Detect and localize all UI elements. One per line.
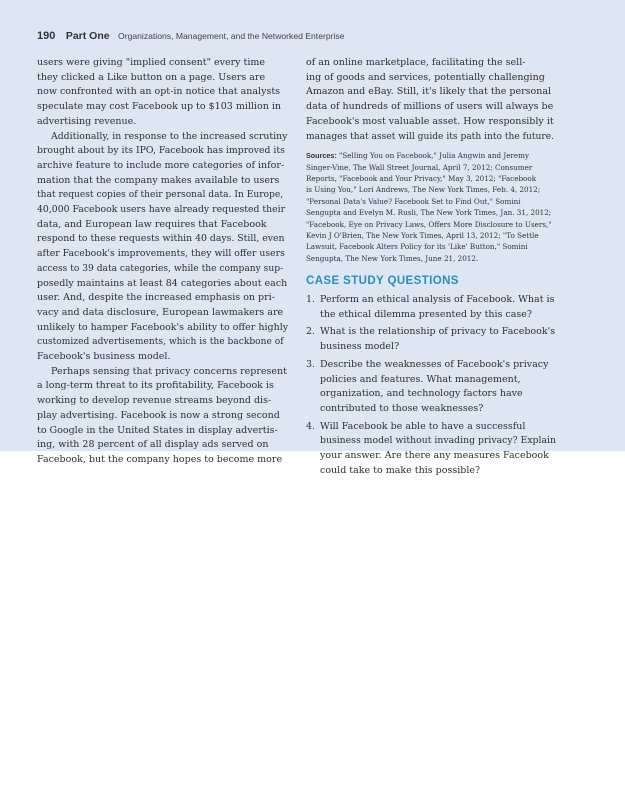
case-study-question-4 <box>306 420 557 479</box>
body-line: that request copies of their personal data. In Europe, <box>37 190 284 201</box>
body-line: unlikely to hamper Facebook's ability to offer highly <box>37 321 289 333</box>
body-line: access to 39 data categories, while the company sup- <box>37 263 284 274</box>
body-line: working to develop revenue streams beyond dis- <box>37 395 272 407</box>
body-line: now confronted with an opt-in notice that analysts <box>37 86 281 98</box>
left-text-column <box>37 56 287 468</box>
body-line: Facebook, but the company hopes to become more <box>37 453 283 465</box>
question-line: contributed to those weaknesses? <box>320 402 484 414</box>
source-line: Lawsuit, Facebook Alters Policy for its 'Like' Button," Somini <box>306 242 528 252</box>
body-line: respond to these requests within 40 days. Still, even <box>37 233 285 245</box>
source-line: Singer-Vine, The Wall Street Journal, April 7, 2012; Consumer <box>306 162 533 172</box>
case-study-heading: CASE STUDY QUESTIONS <box>306 275 459 288</box>
page-number: 190 <box>37 30 56 42</box>
body-line: Facebook's most valuable asset. How responsibly it <box>306 115 554 127</box>
body-line: data of hundreds of millions of users will always be <box>306 101 554 113</box>
part-label: Part One <box>65 30 110 42</box>
source-line: "Personal Data's Value? Facebook Set to Find Out," Somini <box>306 196 521 206</box>
question-line: business model without invading privacy? Explain <box>320 435 556 447</box>
source-line: Kevin J O'Brien, The New York Times, April 13, 2012; "To Settle <box>306 231 539 241</box>
right-text-column <box>306 56 557 478</box>
question-line: Will Facebook be able to have a successful <box>320 420 526 432</box>
source-line: "Selling You on Facebook," Julia Angwin and Jeremy <box>336 151 530 161</box>
body-line: user. And, despite the increased emphasis on pri- <box>37 292 275 304</box>
body-line: ing, with 28 percent of all display ads served on <box>37 439 269 451</box>
body-line: archive feature to include more categories of infor- <box>37 159 285 171</box>
source-line: Reports, "Facebook and Your Privacy," May 3, 2012; "Facebook <box>306 174 537 184</box>
source-line: Sengupta, The New York Times, June 21, 2012. <box>306 253 479 263</box>
question-number: 3. <box>306 358 316 370</box>
sources-label: Sources: <box>306 151 337 161</box>
body-line: Amazon and eBay. Still, it's likely that the personal <box>306 86 552 98</box>
body-line: 40,000 Facebook users have already requested their <box>37 204 286 216</box>
case-study-question-3 <box>306 358 557 417</box>
case-study-question-2 <box>306 325 557 354</box>
source-line: is Using You," Lori Andrews, The New York Times, Feb. 4, 2012; <box>306 185 541 195</box>
body-line: manages that asset will guide its path into the future. <box>306 131 555 142</box>
body-line: they clicked a Like button on a page. Users are <box>37 71 266 83</box>
body-line: mation that the company makes available to users <box>37 174 280 186</box>
question-number: 1. <box>306 293 316 305</box>
case-study-question-1 <box>306 293 557 322</box>
source-line: "Facebook, Eye on Privacy Laws, Offers More Disclosure to Users," <box>306 219 552 229</box>
body-line: customized advertisements, which is the backbone of <box>37 337 284 348</box>
sources-block <box>306 150 557 264</box>
body-line: users were giving "implied consent" every time <box>37 57 266 68</box>
body-line: ing of goods and services, potentially challenging <box>306 71 545 83</box>
body-line: brought about by its IPO, Facebook has improved its <box>37 145 285 157</box>
question-line: could take to make this possible? <box>320 464 481 476</box>
body-line: speculate may cost Facebook up to $103 million in <box>37 101 281 113</box>
body-line: advertising revenue. <box>37 115 137 127</box>
question-line: policies and features. What management, <box>320 373 521 385</box>
question-line: business model? <box>320 341 400 353</box>
body-line: posedly maintains at least 84 categories about each <box>37 277 288 289</box>
question-line: the ethical dilemma presented by this case? <box>320 308 533 320</box>
body-line: vacy and data disclosure, European lawmakers are <box>37 306 284 318</box>
body-line: of an online marketplace, facilitating the sell- <box>306 57 526 68</box>
body-line: data, and European law requires that Facebook <box>37 218 267 230</box>
question-line: Perform an ethical analysis of Facebook. What is <box>320 293 555 305</box>
question-line: Describe the weaknesses of Facebook's privacy <box>320 358 549 370</box>
question-line: your answer. Are there any measures Facebook <box>320 450 549 462</box>
body-line: play advertising. Facebook is now a strong second <box>37 409 280 421</box>
body-line: Additionally, in response to the increased scrutiny <box>51 130 288 142</box>
running-header <box>37 26 344 40</box>
question-line: What is the relationship of privacy to Facebook's <box>320 326 556 338</box>
body-line: Perhaps sensing that privacy concerns represent <box>51 365 287 377</box>
question-line: organization, and technology factors have <box>320 388 523 400</box>
body-line: after Facebook's improvements, they will offer users <box>37 248 285 260</box>
body-line: Facebook's business model. <box>37 351 171 363</box>
body-line: to Google in the United States in display advertis- <box>37 424 278 436</box>
source-line: Sengupta and Evelyn M. Rusli, The New York Times, Jan. 31, 2012; <box>306 208 552 218</box>
body-line: a long-term threat to its profitability, Facebook is <box>37 380 274 392</box>
part-title: Organizations, Management, and the Networked Enterprise <box>118 31 345 41</box>
question-number: 4. <box>306 420 316 432</box>
question-number: 2. <box>306 326 316 338</box>
